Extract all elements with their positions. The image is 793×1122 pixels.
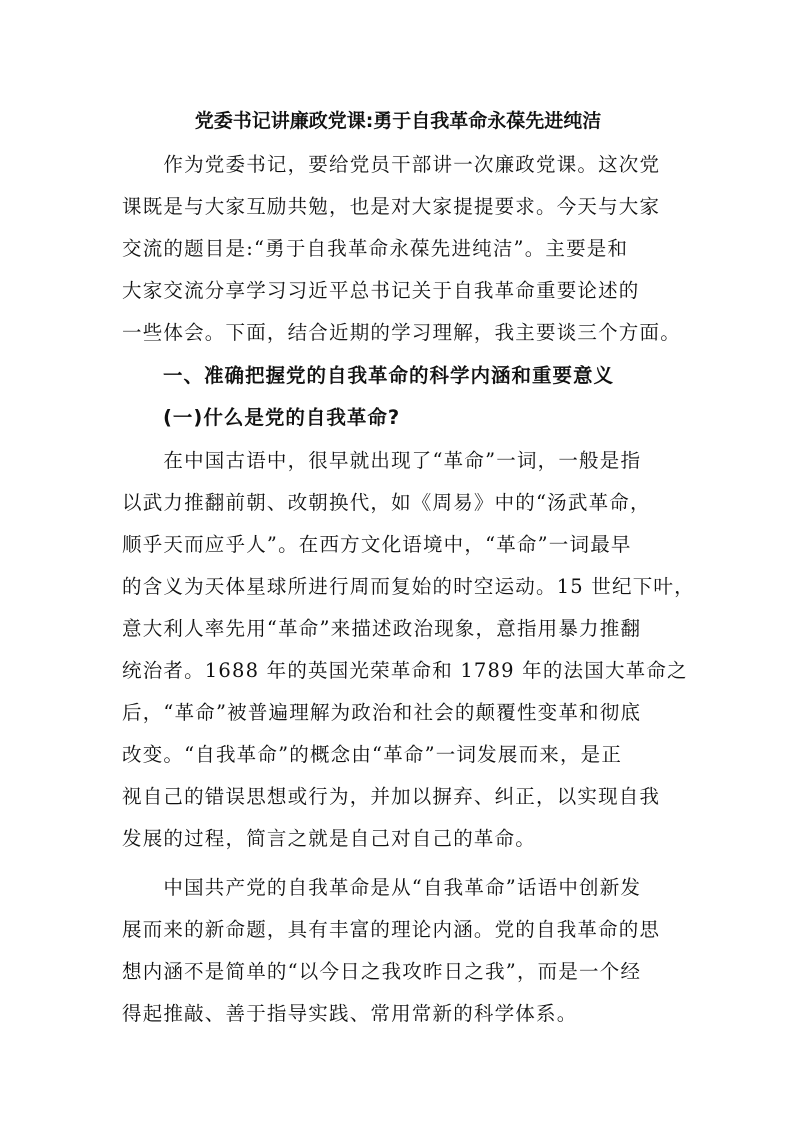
para1-line-8: 改变。“自我革命”的概念由“革命”一词发展而来，是正 <box>122 743 623 766</box>
para1-line-2: 以武力推翻前朝、改朝换代，如《周易》中的“汤武革命， <box>122 491 651 514</box>
para1-line-1: 在中国古语中，很早就出现了“革命”一词，一般是指 <box>122 449 642 472</box>
intro-line-5: 一些体会。下面，结合近期的学习理解，我主要谈三个方面。 <box>122 321 681 344</box>
para2-line-1: 中国共产党的自我革命是从“自我革命”话语中创新发 <box>122 876 642 899</box>
intro-line-1: 作为党委书记，要给党员干部讲一次廉政党课。这次党 <box>122 153 661 176</box>
intro-line-2: 课既是与大家互励共勉，也是对大家提提要求。今天与大家 <box>122 195 661 218</box>
para2-line-2: 展而来的新命题，具有丰富的理论内涵。党的自我革命的思 <box>122 918 661 941</box>
para1-line-7: 后，“革命”被普遍理解为政治和社会的颠覆性变革和彻底 <box>122 701 642 724</box>
para1-line-5: 意大利人率先用“革命”来描述政治现象，意指用暴力推翻 <box>122 617 642 640</box>
document-title: 党委书记讲廉政党课:勇于自我革命永葆先进纯洁 <box>194 110 602 132</box>
para2-line-4: 得起推敲、善于指导实践、常用常新的科学体系。 <box>122 1002 578 1025</box>
para2-line-3: 想内涵不是简单的“以今日之我攻昨日之我”，而是一个经 <box>122 960 642 983</box>
intro-line-3: 交流的题目是:“勇于自我革命永葆先进纯洁”。主要是和 <box>122 237 629 260</box>
intro-line-4: 大家交流分享学习习近平总书记关于自我革命重要论述的 <box>122 279 640 302</box>
subsection-heading-1: (一)什么是党的自我革命? <box>122 406 401 429</box>
para1-line-10: 发展的过程，简言之就是自己对自己的革命。 <box>122 827 537 850</box>
para1-line-6: 统治者。1688 年的英国光荣革命和 1789 年的法国大革命之 <box>122 659 688 682</box>
section-heading-1: 一、准确把握党的自我革命的科学内涵和重要意义 <box>122 364 615 387</box>
para1-line-3: 顺乎天而应乎人”。在西方文化语境中，“革命”一词最早 <box>122 533 632 556</box>
para1-line-9: 视自己的错误思想或行为，并加以摒弃、纠正，以实现自我 <box>122 785 661 808</box>
para1-line-4: 的含义为天体星球所进行周而复始的时空运动。15 世纪下叶， <box>122 575 695 598</box>
